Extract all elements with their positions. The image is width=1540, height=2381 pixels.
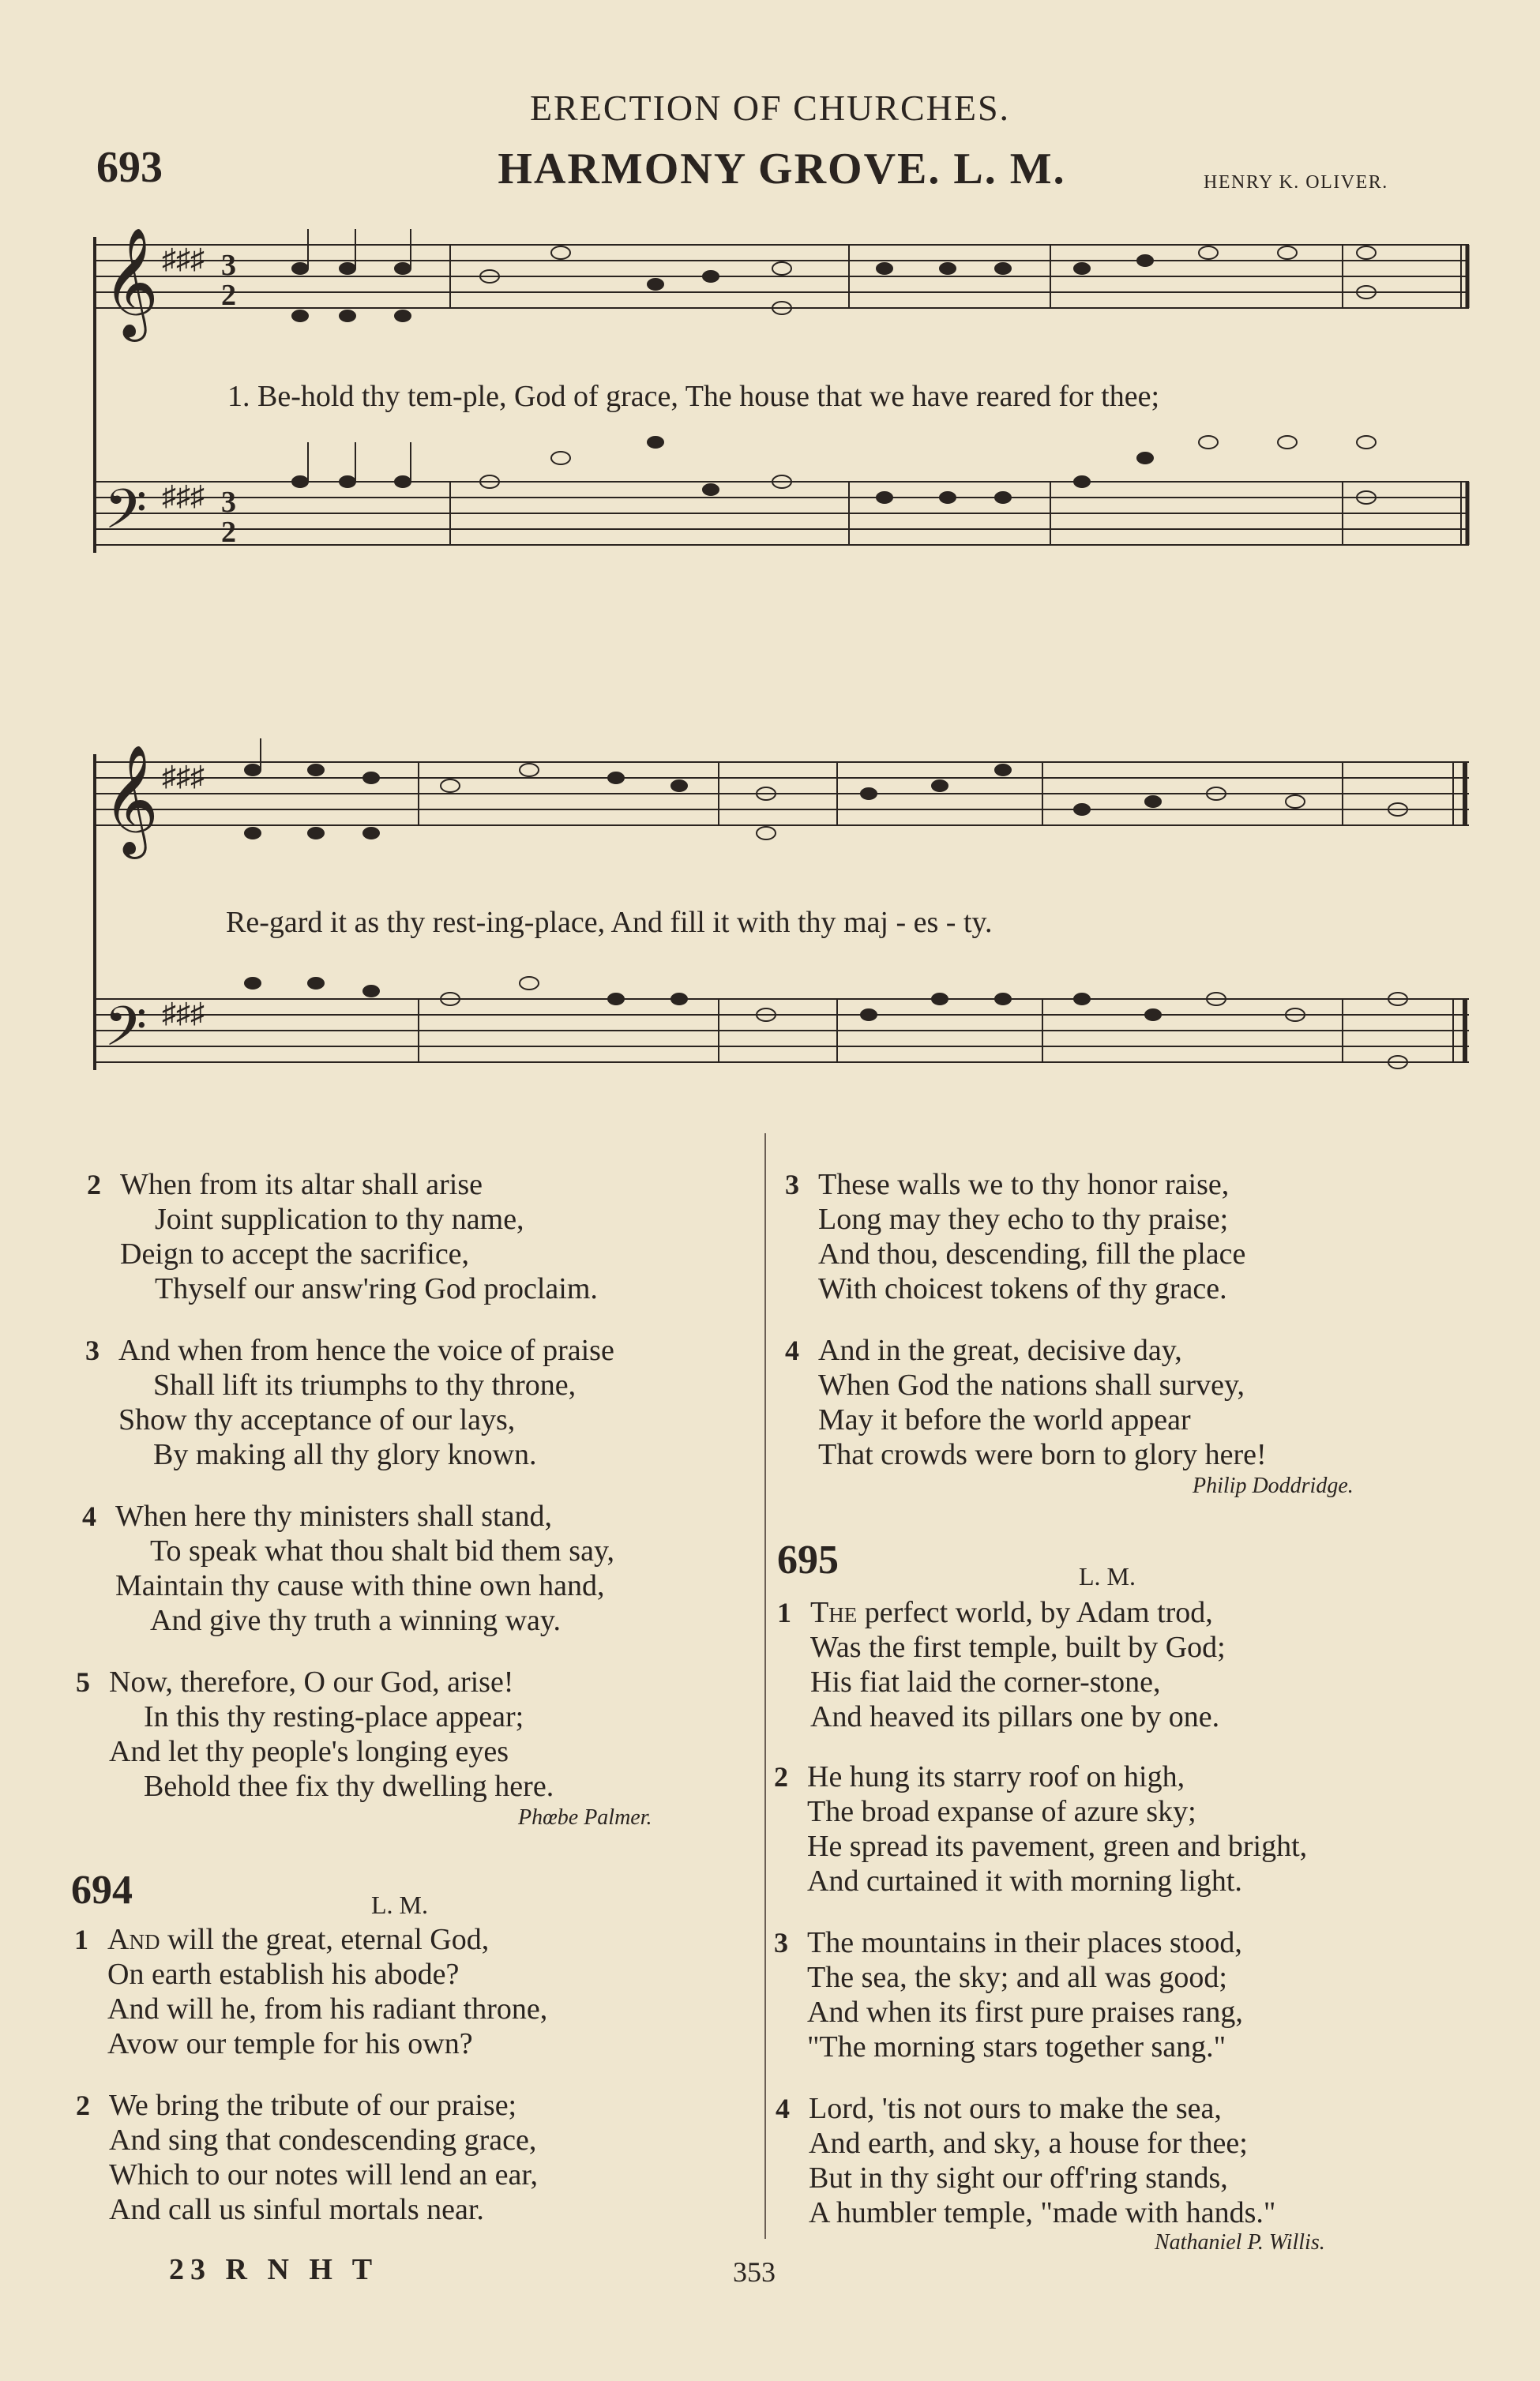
- hymn-694-meter: L. M.: [371, 1891, 428, 1919]
- time-sig-top: 3: [221, 249, 236, 282]
- stanza-line: And thou, descending, fill the place: [818, 1237, 1246, 1271]
- time-sig-bottom-bass: 2: [221, 516, 236, 549]
- stanza-line: In this thy resting-place appear;: [144, 1700, 524, 1733]
- stanza-number: 3: [85, 1335, 100, 1366]
- stanza-line: Was the first temple, built by God;: [810, 1631, 1226, 1664]
- stanza-number: 2: [76, 2090, 90, 2121]
- key-signature-bass-2: ♯♯♯: [162, 997, 205, 1029]
- stanza-line: And will he, from his radiant throne,: [107, 1992, 548, 2026]
- stanza-line: Joint supplication to thy name,: [155, 1203, 524, 1236]
- time-sig-bottom: 2: [221, 279, 236, 312]
- stanza-line: Show thy acceptance of our lays,: [118, 1403, 516, 1436]
- hymn-695-meter: L. M.: [1079, 1562, 1136, 1590]
- first-word: And: [107, 1923, 160, 1956]
- lyric-line-1: 1. Be-hold thy tem-ple, God of grace, The house that we have reared for thee;: [227, 380, 1160, 413]
- stanza-line: [107, 1922, 547, 1957]
- stanza-line: Which to our notes will lend an ear,: [109, 2158, 538, 2191]
- stanza-line-rest: will the great, eternal God,: [160, 1923, 490, 1956]
- stanza-694-1: [74, 1922, 548, 2061]
- stanza-line: And call us sinful mortals near.: [109, 2193, 484, 2226]
- stanza-line: But in thy sight our off'ring stands,: [809, 2161, 1228, 2195]
- stanza-number: 4: [785, 1335, 799, 1366]
- stanza-line: That crowds were born to glory here!: [818, 1438, 1267, 1471]
- stanza-number: 3: [774, 1927, 788, 1959]
- stanza-693-4: [82, 1499, 614, 1638]
- stanza-line: "The morning stars together sang.": [807, 2030, 1226, 2064]
- stanza-number: 4: [776, 2093, 790, 2124]
- notes-system-1: [292, 229, 1376, 504]
- stanza-695-4: [776, 2091, 1276, 2230]
- stanza-line: By making all thy glory known.: [153, 1438, 537, 1471]
- stanza-line: He spread its pavement, green and bright,: [807, 1830, 1308, 1863]
- treble-staff-lines: [95, 245, 1469, 308]
- hymn-693-number: 693: [96, 143, 163, 192]
- stanza-line: We bring the tribute of our praise;: [109, 2089, 517, 2122]
- stanza-line: He hung its starry roof on high,: [807, 1760, 1185, 1793]
- stanza-line: And let thy people's longing eyes: [109, 1735, 509, 1768]
- attribution-doddridge: Philip Doddridge.: [1193, 1474, 1354, 1498]
- stanza-line: Now, therefore, O our God, arise!: [109, 1666, 514, 1699]
- stanza-693-5: [76, 1665, 554, 1804]
- stanza-line: And in the great, decisive day,: [818, 1334, 1182, 1367]
- bass-clef-icon-2: 𝄢: [104, 994, 148, 1072]
- stanza-line: The mountains in their places stood,: [807, 1926, 1242, 1959]
- stanza-line: Maintain thy cause with thine own hand,: [115, 1569, 605, 1602]
- stanza-line: His fiat laid the corner-stone,: [810, 1666, 1161, 1699]
- stanza-693-cont-4: [785, 1333, 1267, 1472]
- hymn-695-number: 695: [777, 1538, 839, 1583]
- stanza-line: And give thy truth a winning way.: [150, 1604, 561, 1637]
- bass-clef-icon: 𝄢: [104, 477, 148, 554]
- stanza-line: These walls we to thy honor raise,: [818, 1168, 1230, 1201]
- stanza-line: On earth establish his abode?: [107, 1958, 460, 1991]
- bass-staff-lines-2: [95, 999, 1469, 1062]
- stanza-695-1: [777, 1595, 1226, 1734]
- stanza-number: 2: [87, 1169, 101, 1200]
- stanza-number: 3: [785, 1169, 799, 1200]
- stanza-line: And when its first pure praises rang,: [807, 1996, 1243, 2029]
- section-heading: ERECTION OF CHURCHES.: [529, 88, 1011, 128]
- stanza-line: To speak what thou shalt bid them say,: [150, 1534, 614, 1568]
- stanza-line: Long may they echo to thy praise;: [818, 1203, 1229, 1236]
- treble-clef-icon-2: 𝄞: [103, 745, 159, 854]
- stanza-line: When here thy ministers shall stand,: [115, 1500, 552, 1533]
- stanza-line: With choicest tokens of thy grace.: [818, 1272, 1227, 1305]
- stanza-line: When God the nations shall survey,: [818, 1369, 1245, 1402]
- bass-staff-lines: [95, 482, 1469, 545]
- stanza-694-2: [76, 2088, 538, 2227]
- stanza-693-2: [87, 1167, 598, 1306]
- stanza-line: And curtained it with morning light.: [807, 1865, 1242, 1898]
- tune-title: HARMONY GROVE. L. M.: [498, 145, 1066, 193]
- stanza-693-cont-3: [785, 1167, 1246, 1306]
- stanza-line: [810, 1595, 1226, 1630]
- first-word: The: [810, 1596, 858, 1629]
- stanza-line-rest: perfect world, by Adam trod,: [857, 1596, 1213, 1629]
- stanza-695-2: [774, 1759, 1308, 1898]
- attribution-willis: Nathaniel P. Willis.: [1155, 2230, 1325, 2255]
- stanza-line: And sing that condescending grace,: [109, 2124, 537, 2157]
- page-number: 353: [733, 2256, 776, 2288]
- stanza-line: Thyself our answ'ring God proclaim.: [155, 1272, 598, 1305]
- stanza-line: When from its altar shall arise: [120, 1168, 483, 1201]
- key-signature-treble: ♯♯♯: [162, 243, 205, 275]
- stanza-line: A humbler temple, "made with hands.": [809, 2196, 1276, 2229]
- stanza-line: And earth, and sky, a house for thee;: [809, 2127, 1248, 2160]
- key-signature-treble-2: ♯♯♯: [162, 760, 205, 792]
- stanza-line: Lord, 'tis not ours to make the sea,: [809, 2092, 1222, 2125]
- stanza-line: Deign to accept the sacrifice,: [120, 1237, 470, 1271]
- stanza-line: And heaved its pillars one by one.: [810, 1700, 1220, 1733]
- stanza-line: Avow our temple for his own?: [107, 2027, 473, 2060]
- stanza-number: 1: [777, 1597, 791, 1628]
- stanza-number: 2: [774, 1761, 788, 1793]
- stanza-number: 4: [82, 1500, 96, 1532]
- stanza-line: Shall lift its triumphs to thy throne,: [153, 1369, 577, 1402]
- composer: HENRY K. OLIVER.: [1204, 172, 1388, 193]
- key-signature-bass: ♯♯♯: [162, 480, 205, 512]
- stanza-693-3: [85, 1333, 614, 1472]
- time-sig-top-bass: 3: [221, 486, 236, 519]
- stanza-line: The broad expanse of azure sky;: [807, 1795, 1196, 1828]
- lyric-line-2: Re-gard it as thy rest-ing-place, And fill it with thy maj - es - ty.: [226, 906, 993, 939]
- stanza-line: The sea, the sky; and all was good;: [807, 1961, 1227, 1994]
- treble-clef-icon: 𝄞: [103, 227, 159, 337]
- stanza-line: May it before the world appear: [818, 1403, 1191, 1436]
- stanza-number: 5: [76, 1666, 90, 1698]
- column-divider: [764, 1133, 766, 2239]
- stanza-number: 1: [74, 1924, 88, 1955]
- printer-signature: 23 R N H T: [169, 2253, 379, 2286]
- treble-staff-lines-2: [95, 762, 1469, 825]
- hymn-694-number: 694: [71, 1868, 133, 1913]
- stanza-line: Behold thee fix thy dwelling here.: [144, 1770, 554, 1803]
- stanza-695-3: [774, 1925, 1243, 2064]
- attribution-palmer: Phœbe Palmer.: [518, 1805, 652, 1830]
- stanza-line: And when from hence the voice of praise: [118, 1334, 614, 1367]
